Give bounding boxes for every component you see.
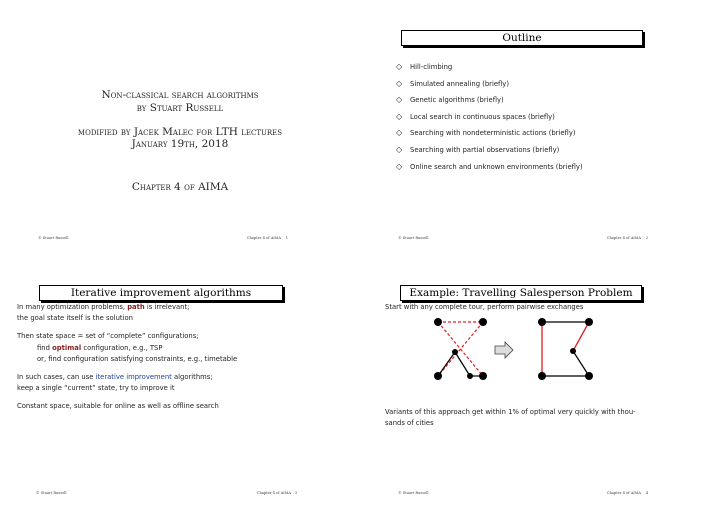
tsp-city <box>479 372 487 380</box>
tsp-variants-line-2: sands of cities <box>385 419 434 427</box>
slide-title-box: Example: Travelling Salesperson Problem <box>400 285 642 301</box>
tsp-edge-new <box>573 322 589 351</box>
footer-page-number: 4 <box>645 491 648 495</box>
paragraph-2-line-2: find optimal configuration, e.g., TSP <box>37 344 163 352</box>
diamond-bullet-icon: ◇ <box>396 78 403 88</box>
slide-title-box: Iterative improvement algorithms <box>39 285 283 301</box>
outline-list <box>396 59 583 175</box>
paragraph-4: Constant space, suitable for online as well as offline search <box>17 402 219 410</box>
footer-copyright: © Stuart Russell <box>398 491 429 495</box>
tsp-edge <box>455 352 470 376</box>
outline-item: ◇ Genetic algorithms (briefly) <box>396 92 583 109</box>
tsp-diagram <box>360 255 720 509</box>
tsp-city <box>434 372 442 380</box>
footer-chapter: Chapter 4 of AIMA <box>606 491 641 495</box>
footer-page-number: 3 <box>294 491 297 495</box>
slide-iterative <box>0 255 360 509</box>
footer-copyright: © Stuart Russell <box>36 491 67 495</box>
tsp-city <box>538 318 546 326</box>
diamond-bullet-icon: ◇ <box>396 128 403 138</box>
tsp-city <box>467 373 473 379</box>
tsp-city <box>585 372 593 380</box>
tsp-city <box>538 372 546 380</box>
paragraph-2-line-3: or, find configuration satisfying constraints, e.g., timetable <box>37 355 238 363</box>
slide-title <box>0 0 360 254</box>
tsp-edge <box>438 352 455 376</box>
arrow-right-icon <box>495 342 513 358</box>
diamond-bullet-icon: ◇ <box>396 111 403 121</box>
tsp-city <box>479 318 487 326</box>
footer-page-number: 1 <box>285 236 288 240</box>
keyword-path: path <box>127 303 145 311</box>
footer-chapter: Chapter 4 of AIMA <box>606 236 641 240</box>
title-line-3: modified by Jacek Malec for LTH lectures <box>77 126 283 138</box>
footer-copyright: © Stuart Russell <box>38 236 69 240</box>
tsp-city <box>434 318 442 326</box>
outline-item: ◇ Simulated annealing (briefly) <box>396 76 583 93</box>
title-line-1: Non-classical search algorithms <box>101 89 259 101</box>
keyword-optimal: optimal <box>52 344 82 352</box>
paragraph-1-line-1: In many optimization problems, path is irrelevant; <box>17 303 190 311</box>
tsp-city <box>570 348 576 354</box>
diamond-bullet-icon: ◇ <box>396 144 403 154</box>
footer-chapter: Chapter 4 of AIMA <box>246 236 281 240</box>
tsp-city <box>452 349 458 355</box>
title-line-2: by Stuart Russell <box>136 102 224 114</box>
outline-item: ◇ Hill-climbing <box>396 59 583 76</box>
diamond-bullet-icon: ◇ <box>396 62 403 71</box>
outline-item: ◇ Searching with nondeterministic actions (briefly) <box>396 125 583 142</box>
footer-copyright: © Stuart Russell <box>398 236 429 240</box>
footer-chapter: Chapter 4 of AIMA <box>256 491 291 495</box>
paragraph-1-line-2: the goal state itself is the solution <box>17 314 133 322</box>
outline-item: ◇ Online search and unknown environments (briefly) <box>396 159 583 176</box>
tsp-city <box>585 318 593 326</box>
diamond-bullet-icon: ◇ <box>396 95 403 105</box>
outline-item: ◇ Searching with partial observations (briefly) <box>396 142 583 159</box>
footer-page-number: 2 <box>645 236 648 240</box>
paragraph-2-line-1: Then state space = set of “complete” configurations; <box>17 332 199 340</box>
outline-item: ◇ Local search in continuous spaces (briefly) <box>396 109 583 126</box>
tsp-variants-line-1: Variants of this approach get within 1% of optimal very quickly with thou- <box>385 408 636 416</box>
paragraph-3-line-1: In such cases, can use iterative improvement algorithms; <box>17 373 213 381</box>
diamond-bullet-icon: ◇ <box>396 161 403 171</box>
slide-title-box: Outline <box>401 30 643 46</box>
tsp-edge <box>573 351 589 376</box>
title-line-5: Chapter 4 of AIMA <box>131 181 229 193</box>
title-line-4: January 19th, 2018 <box>131 138 229 150</box>
slide-tsp <box>360 255 720 509</box>
tsp-intro: Start with any complete tour, perform pairwise exchanges <box>385 303 584 311</box>
keyword-iterative-improvement: iterative improvement <box>95 373 172 381</box>
paragraph-3-line-2: keep a single “current” state, try to improve it <box>17 384 175 392</box>
